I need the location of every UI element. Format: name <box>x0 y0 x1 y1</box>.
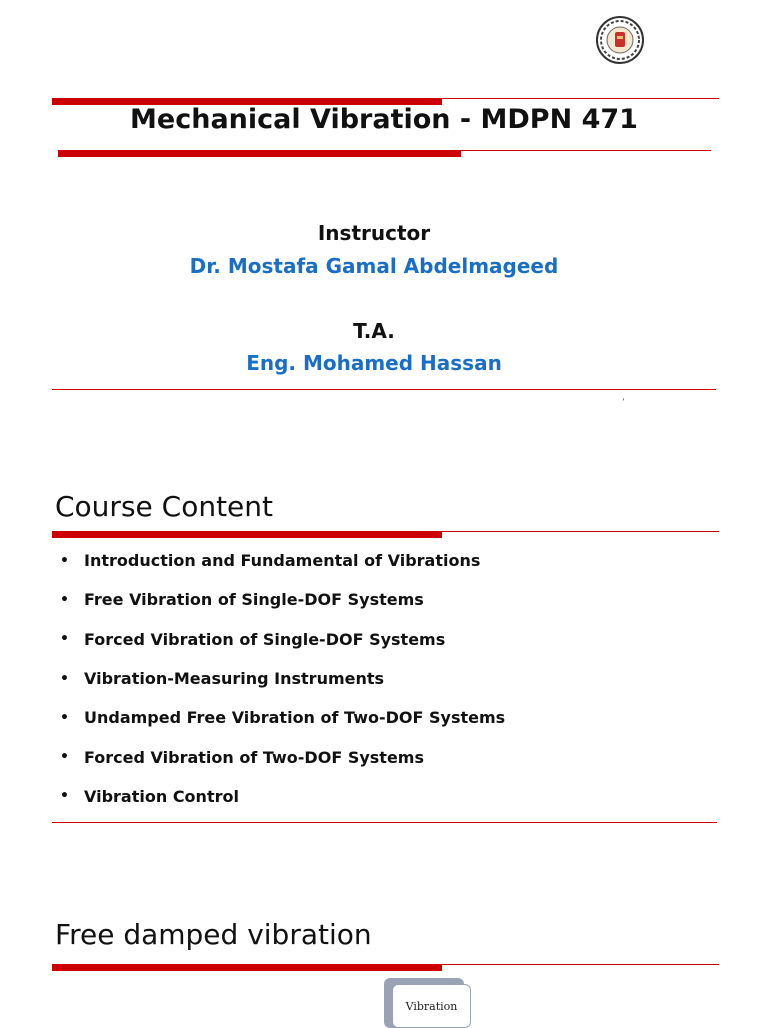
page-title: Mechanical Vibration - MDPN 471 <box>130 104 638 135</box>
title-bottom-accent-bar <box>58 150 461 157</box>
list-item <box>56 698 505 737</box>
instructor-label: Instructor <box>317 221 431 245</box>
course-content-accent-bar <box>52 531 442 538</box>
page-marker: ʼ <box>622 398 625 408</box>
list-item <box>56 737 505 776</box>
diagram-box-vibration: Vibration <box>392 984 471 1028</box>
bullet-icon: • <box>60 749 69 766</box>
list-item <box>56 580 505 619</box>
bullet-icon: • <box>60 631 69 648</box>
title-bottom-rule <box>461 150 711 151</box>
title-top-rule <box>442 98 719 99</box>
list-item-label: Forced Vibration of Two-DOF Systems <box>84 747 424 767</box>
course-content-rule <box>442 531 719 532</box>
university-seal-icon <box>596 16 644 64</box>
list-item-label: Vibration-Measuring Instruments <box>84 669 385 689</box>
free-damped-accent-bar <box>52 964 442 971</box>
list-item <box>56 777 505 816</box>
instructor-name: Dr. Mostafa Gamal Abdelmageed <box>189 254 559 278</box>
list-item <box>56 659 505 698</box>
list-item-label: Free Vibration of Single-DOF Systems <box>84 590 424 610</box>
bullet-icon: • <box>60 591 69 608</box>
course-content-list <box>56 541 505 816</box>
list-item-label: Undamped Free Vibration of Two-DOF Systems <box>84 708 506 728</box>
ta-label: T.A. <box>353 319 395 343</box>
list-item-label: Forced Vibration of Single-DOF Systems <box>84 629 446 649</box>
list-item-label: Vibration Control <box>84 786 239 806</box>
bullet-icon: • <box>60 788 69 805</box>
bullet-icon: • <box>60 670 69 687</box>
list-item <box>56 620 505 659</box>
section-divider <box>52 822 717 823</box>
bullet-icon: • <box>60 552 69 569</box>
list-item-label: Introduction and Fundamental of Vibrations <box>84 551 481 571</box>
free-damped-rule <box>442 964 719 965</box>
course-content-heading: Course Content <box>55 490 274 523</box>
ta-name: Eng. Mohamed Hassan <box>246 351 502 375</box>
free-damped-vibration-heading: Free damped vibration <box>55 918 372 951</box>
list-item <box>56 541 505 580</box>
bullet-icon: • <box>60 709 69 726</box>
section-divider <box>52 389 716 390</box>
